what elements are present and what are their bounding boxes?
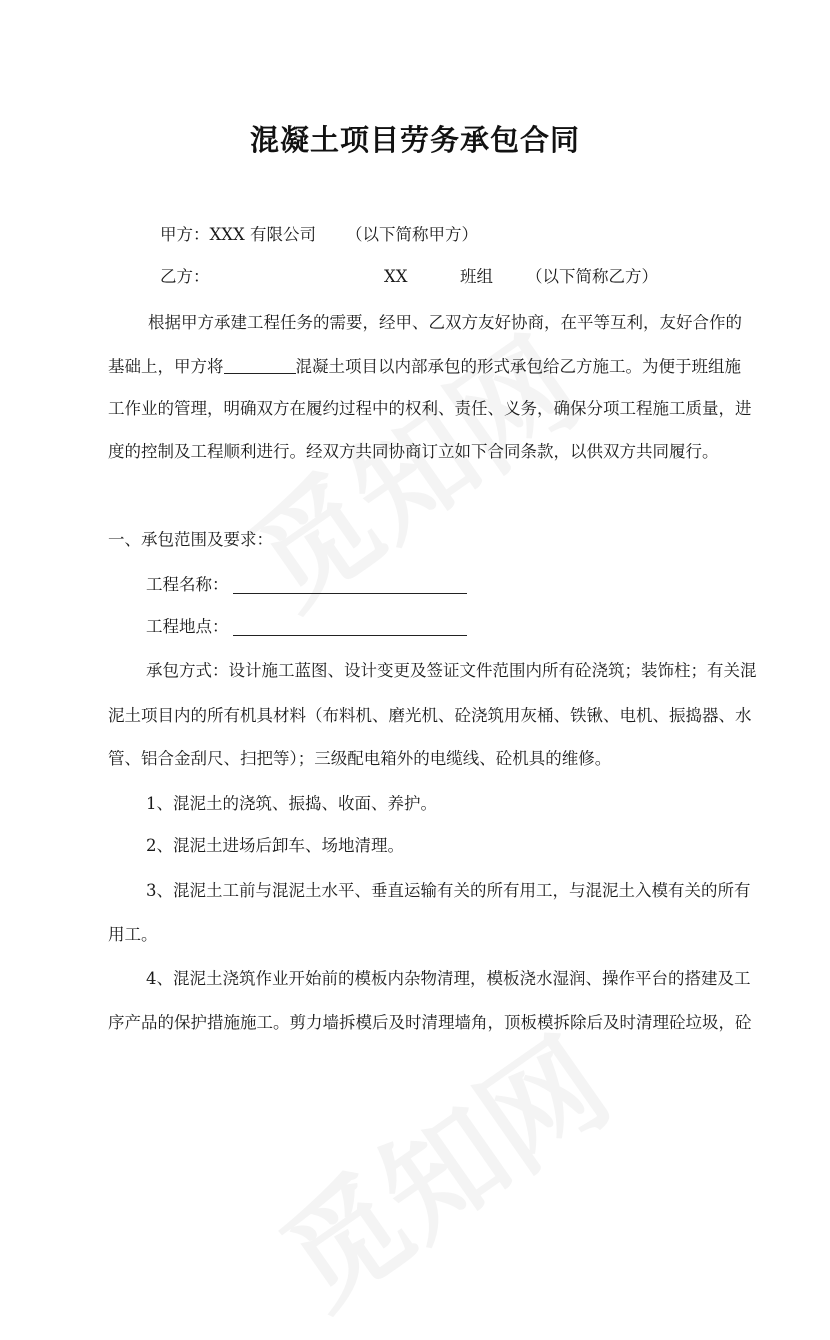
party-b-line [160, 266, 720, 288]
paragraph-line: 度的控制及工程顺利进行。经双方共同协商订立如下合同条款，以供双方共同履行。 [108, 442, 719, 461]
paragraph-line: 管、铝合金刮尺、扫把等）；三级配电箱外的电缆线、砼机具的维修。 [108, 749, 612, 768]
project-name-label: 工程名称： [146, 575, 229, 594]
blank-field [224, 357, 296, 374]
list-item-continuation: 序产品的保护措施施工。剪力墙拆模后及时清理墙角，顶板模拆除后及时清理砼垃圾，砼 [108, 1013, 752, 1032]
paragraph-text: 基础上，甲方将 [108, 357, 224, 376]
party-b-note: （以下简称乙方） [526, 267, 658, 286]
party-a-line [160, 224, 478, 246]
paragraph-line: 根据甲方承建工程任务的需要，经甲、乙双方友好协商，在平等互利，友好合作的 [148, 313, 742, 332]
paragraph-text: 混凝土项目以内部承包的形式承包给乙方施工。为便于班组施 [295, 357, 741, 376]
paragraph-line: 工作业的管理，明确双方在履约过程中的权利、责任、义务，确保分项工程施工质量，进 [108, 399, 752, 418]
party-a-note: （以下简称甲方） [346, 225, 478, 244]
project-name-blank [233, 575, 467, 594]
list-item-continuation: 用工。 [108, 925, 158, 944]
paragraph-line: 泥土项目内的所有机具材料（布料机、磨光机、砼浇筑用灰桶、铁锹、电机、振捣器、水 [108, 706, 752, 725]
party-a-value: XXX 有限公司 [209, 225, 316, 244]
party-b-group: 班组 [460, 267, 493, 286]
party-b-label: 乙方： [160, 267, 210, 286]
party-b-value: XX [384, 267, 408, 286]
party-a-label: 甲方： [160, 225, 210, 244]
watermark [243, 992, 637, 1339]
list-item: 3、混泥土工前与混泥土水平、垂直运输有关的所有用工，与混泥土入模有关的所有 [146, 881, 751, 900]
paragraph-line: 承包方式：设计施工蓝图、设计变更及签证文件范围内所有砼浇筑；装饰柱；有关混 [146, 661, 757, 680]
paragraph-line [108, 356, 741, 378]
document-title: 混凝土项目劳务承包合同 [249, 123, 580, 157]
section-heading: 一、承包范围及要求： [108, 530, 273, 549]
project-name-line [146, 574, 467, 596]
list-item: 2、混泥土进场后卸车、场地清理。 [146, 836, 404, 855]
list-item: 1、混泥土的浇筑、振捣、收面、养护。 [146, 794, 437, 813]
project-site-label: 工程地点： [146, 617, 229, 636]
project-site-blank [233, 617, 467, 636]
project-site-line [146, 616, 467, 638]
list-item: 4、混泥土浇筑作业开始前的模板内杂物清理，模板浇水湿润、操作平台的搭建及工 [146, 969, 751, 988]
